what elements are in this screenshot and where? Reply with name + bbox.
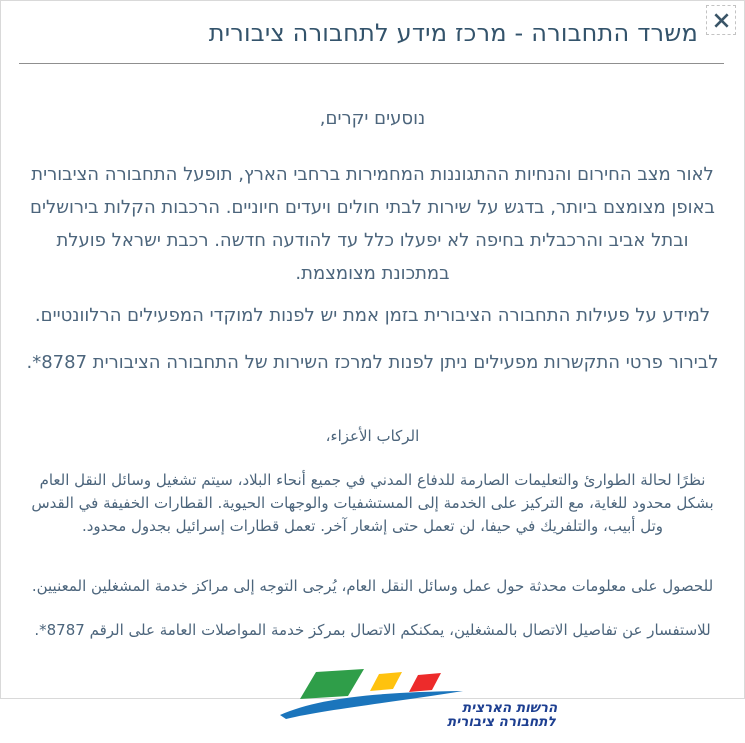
hebrew-contact-paragraph: לבירור פרטי התקשרות מפעילים ניתן לפנות למרכז השירות של התחבורה הציבורית 8787*. (26, 352, 719, 373)
notice-content (1, 102, 744, 743)
titlebar-separator (19, 63, 724, 64)
arabic-emergency-paragraph: نظرًا لحالة الطوارئ والتعليمات الصارمة للدفاع المدني في جميع أنحاء البلاد، سيتم تشغيل وسائل النقل العام بشكل محدود للغاية، مع التركيز على الخدمة إلى المستشفيات والوجهات الحيوية. القطارات الخفيفة في القدس وتل أبيب، والتلفريك في حيفا، لن تعمل حتى إشعار آخر. تعمل قطارات إسرائيل بجدول محدود. (31, 471, 714, 535)
dialog-titlebar (1, 1, 744, 53)
arabic-contact-paragraph: للاستفسار عن تفاصيل الاتصال بالمشغلين، يمكنكم الاتصال بمركز خدمة المواصلات العامة على الرقم 8787*. (34, 621, 711, 639)
logo-yellow-shape (370, 672, 402, 691)
hebrew-emergency-paragraph: לאור מצב החירום והנחיות ההתגוננות המחמירות ברחבי הארץ, תופעל התחבורה הציבורית באופן מצומצם ביותר, בדגש על שירות לבתי חולים ויעדים חיוניים. הרכבות הקלות בירושלים ובתל אביב והרכבלית בחיפה לא יפעלו כלל עד להודעה חדשה. רכבת ישראל פועלת במתכונת מצומצמת. (30, 164, 715, 284)
dialog-title: משרד התחבורה - מרכז מידע לתחבורה ציבורית (208, 19, 698, 47)
hebrew-realtime-paragraph: למידע על פעילות התחבורה הציבורית בזמן אמת יש לפנות למוקדי המפעילים הרלוונטיים. (34, 305, 711, 326)
close-button[interactable] (706, 5, 736, 35)
arabic-updates-paragraph: للحصول على معلومات محدثة حول عمل وسائل النقل العام، يُرجى التوجه إلى مراكز خدمة المشغلين المعنيين. (31, 577, 714, 595)
logo-red-shape (409, 673, 441, 692)
arabic-greeting: الركاب الأعزاء، (325, 427, 420, 445)
logo-green-shape (300, 669, 364, 699)
hebrew-greeting: נוסעים יקרים, (319, 108, 426, 129)
logo-text-line1: הרשות הארצית (461, 700, 557, 716)
close-icon (713, 12, 730, 29)
logo-text-line2: לתחבורה ציבורית (446, 714, 556, 730)
npta-logo (278, 665, 557, 743)
